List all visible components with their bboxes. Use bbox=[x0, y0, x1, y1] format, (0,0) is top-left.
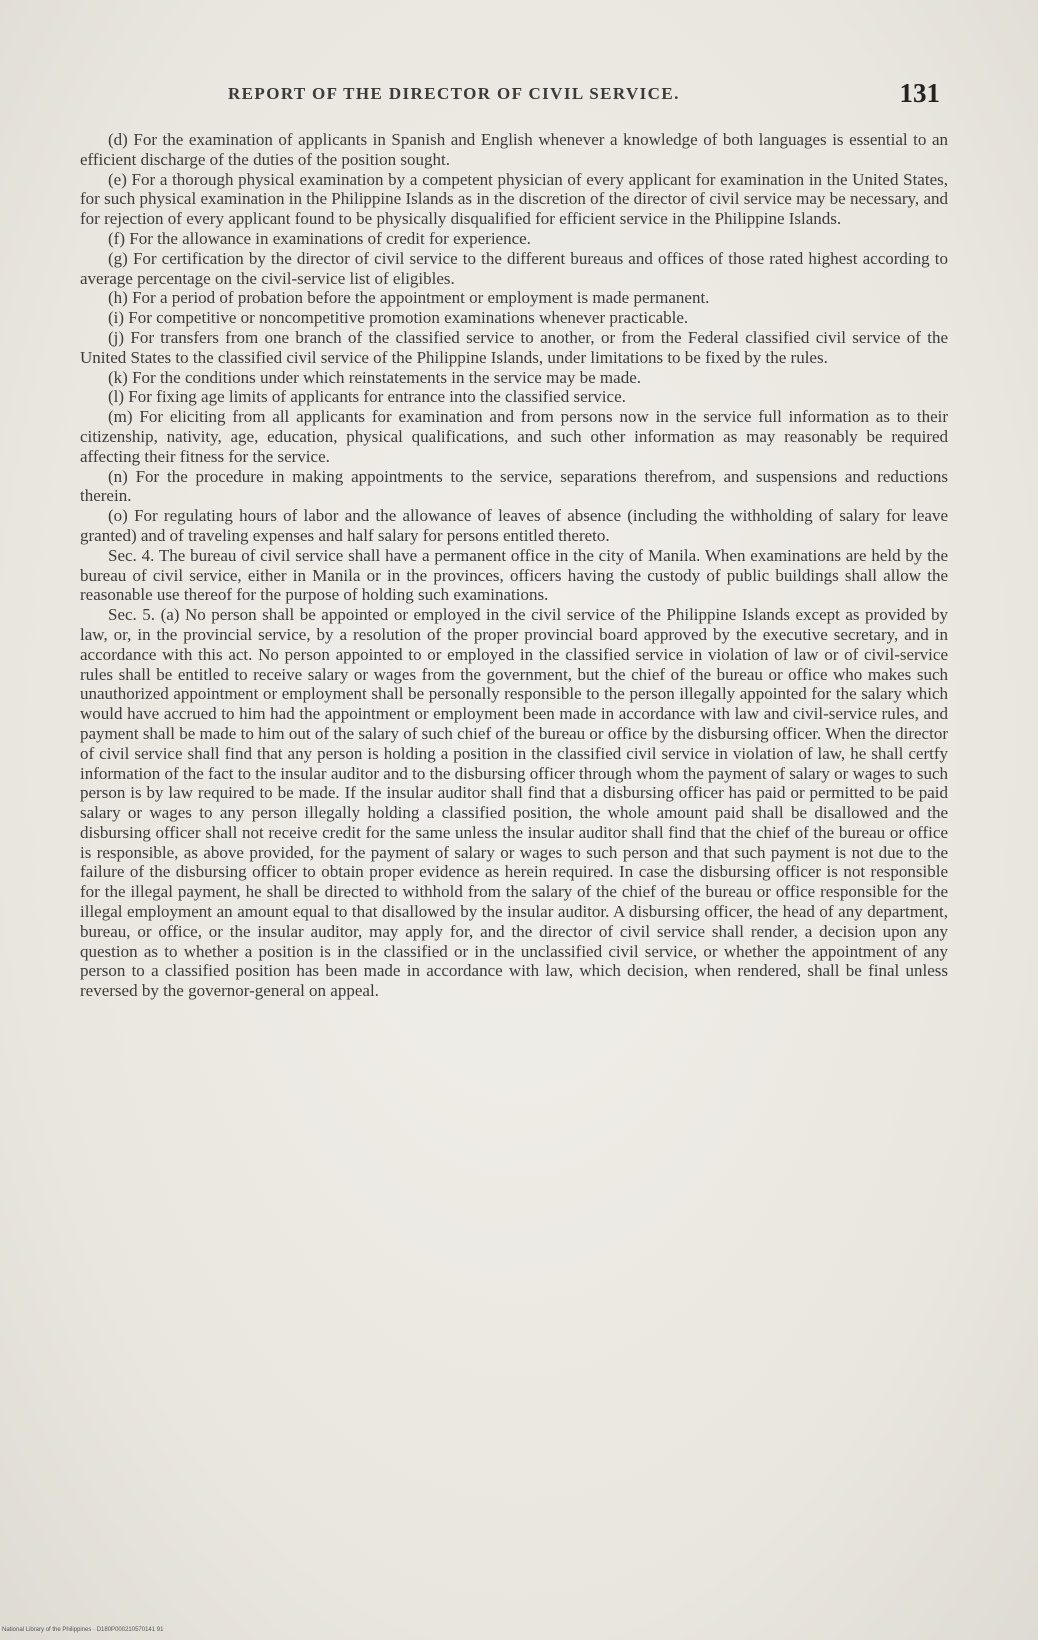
paragraph-k: (k) For the conditions under which reinstatements in the service may be made. bbox=[108, 367, 641, 387]
paragraph-h: (h) For a period of probation before the appointment or employment is made permanent. bbox=[108, 288, 710, 308]
paragraph-j: (j) For transfers from one branch of the classified service to another, or from the Federal classified civil service of the United States to the classified civil service of the Philippine Islands, under limitations to be fixed by the rules. bbox=[80, 327, 948, 367]
page-header bbox=[228, 78, 940, 108]
paragraph-section-4: Sec. 4. The bureau of civil service shall have a permanent office in the city of Manila. When examinations are held by the bureau of civil service, either in Manila or in the provinces, officers having the custody of public buildings shall allow the reasonable use thereof for the purpose of holding such examinations. bbox=[80, 545, 948, 605]
paragraph-g: (g) For certification by the director of civil service to the different bureaus and offices of those rated highest according to average percentage on the civil-service list of eligibles. bbox=[80, 248, 948, 288]
body-text bbox=[80, 130, 948, 1001]
paragraph-d: (d) For the examination of applicants in Spanish and English whenever a knowledge of both languages is essential to an efficient discharge of the duties of the position sought. bbox=[80, 130, 948, 169]
paragraph-l: (l) For fixing age limits of applicants for entrance into the classified service. bbox=[108, 387, 626, 407]
paragraph-section-5: Sec. 5. (a) No person shall be appointed or employed in the civil service of the Philippine Islands except as provided by law, or, in the provincial service, by a resolution of the proper provincial board approved by the executive secretary, and in accordance with this act. No person appointed to or employed in the classified service in violation of law or of civil-service rules shall be entitled to receive salary or wages from the government, but the chief of the bureau or office who makes such unauthorized appointment or employment shall be personally responsible to the person illegally appointed for the salary which would have accrued to him had the appointment or employment been made in accordance with law and civil-service rules, and payment shall be made to him out of the salary of such chief of the bureau or office by the disbursing officer. When the director of civil service shall find that any person is holding a position in the classified civil service in violation of law, he shall certfy information of the fact to the insular auditor and to the disbursing officer through whom the payment of salary or wages to such person is by law required to be made. If the insular auditor shall find that a disbursing officer has paid or permitted to be paid salary or wages to any person illegally holding a classified position, the whole amount paid shall be disallowed and the disbursing officer shall not receive credit for the same unless the insular auditor shall find that the chief of the bureau or office is responsible, as above provided, for the payment of salary or wages to such person and that such payment is not due to the failure of the disbursing officer to obtain proper evidence as herein required. In case the disbursing officer is not responsible for the illegal payment, he shall be directed to withhold from the salary of the chief of the bureau or office responsible for the illegal employment an amount equal to that disallowed by the insular auditor. A disbursing officer, the head of any department, bureau, or office, or the insular auditor, may apply for, and the director of civil service shall render, a decision upon any question as to whether a position is in the classified or in the unclassified civil service, or whether the appointment of any person to a classified position has been made in accordance with law, which decision, when rendered, shall be final unless reversed by the governor-general on appeal. bbox=[80, 605, 948, 1001]
paragraph-i: (i) For competitive or noncompetitive promotion examinations whenever practicable. bbox=[108, 308, 689, 328]
paragraph-f: (f) For the allowance in examinations of credit for experience. bbox=[108, 228, 531, 248]
paragraph-e: (e) For a thorough physical examination by a competent physician of every applicant for examination in the United States, for such physical examination in the Philippine Islands as in the discretion of the director of civil service may be necessary, and for rejection of every applicant found to be physically disqualified for efficient service in the Philippine Islands. bbox=[80, 169, 948, 229]
paragraph-m: (m) For eliciting from all applicants for examination and from persons now in the service full information as to their citizenship, nativity, age, education, physical qualifications, and such other information as may reasonably be required affecting their fitness for the service. bbox=[80, 407, 948, 466]
paragraph-n: (n) For the procedure in making appointments to the service, separations therefrom, and suspensions and reductions therein. bbox=[80, 466, 948, 506]
running-head: REPORT OF THE DIRECTOR OF CIVIL SERVICE. bbox=[228, 84, 680, 103]
paragraph-o: (o) For regulating hours of labor and the allowance of leaves of absence (including the withholding of salary for leave granted) and of traveling expenses and half salary for persons entitled thereto. bbox=[80, 506, 948, 545]
page-number: 131 bbox=[899, 78, 940, 108]
scan-source-footer: National Library of the Philippines · D180P000210570141 91 bbox=[2, 1627, 164, 1633]
